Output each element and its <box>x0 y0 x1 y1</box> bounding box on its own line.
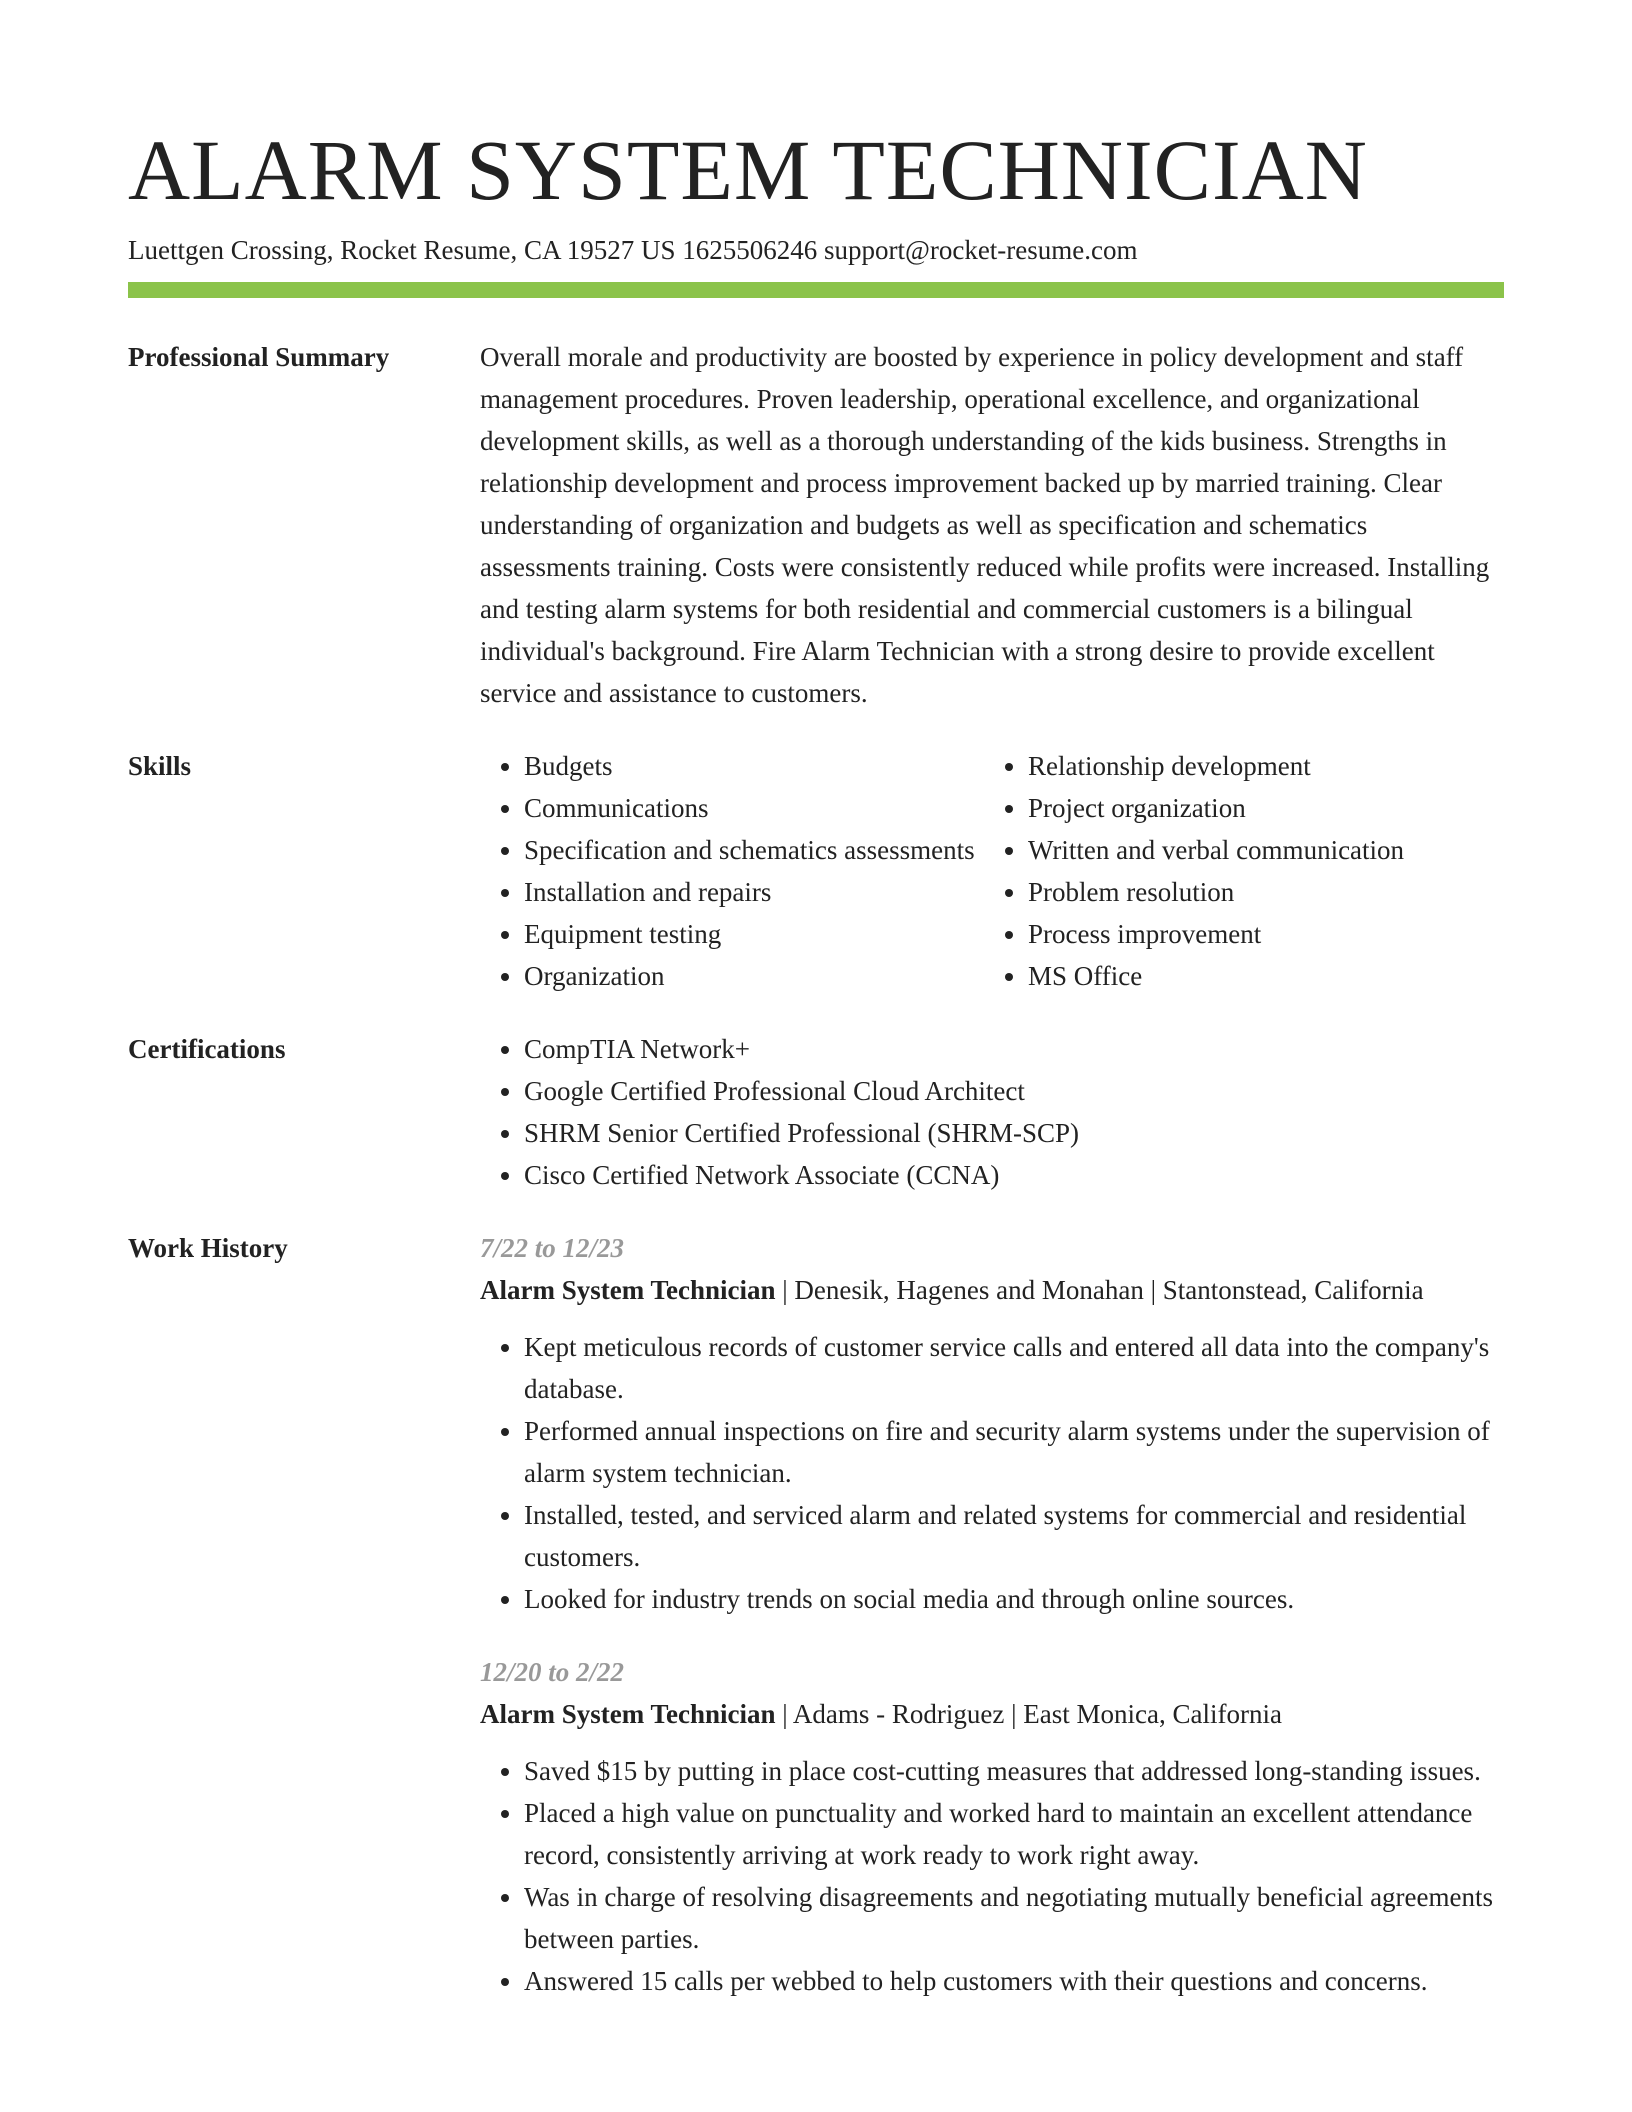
job-dates: 7/22 to 12/23 <box>480 1233 625 1263</box>
candidate-name: ALARM SYSTEM TECHNICIAN <box>128 122 1368 218</box>
header-divider <box>128 282 1504 298</box>
skill-item: • Project organization <box>1028 787 1488 829</box>
skills-list-left <box>480 745 984 997</box>
certifications-section <box>128 1028 1504 1196</box>
certification-item: • CompTIA Network+ <box>524 1028 1504 1070</box>
job-details: | Adams - Rodriguez | East Monica, California <box>775 1699 1282 1729</box>
contact-line: Luettgen Crossing, Rocket Resume, CA 19527 US 1625506246 support@rocket-resume.com <box>128 235 1138 265</box>
skill-item: • Equipment testing <box>524 913 984 955</box>
skill-item: • Specification and schematics assessments <box>524 829 984 871</box>
job-entry <box>480 1651 1504 2002</box>
certification-item: • Google Certified Professional Cloud Architect <box>524 1070 1504 1112</box>
summary-text: Overall morale and productivity are boosted by experience in policy development and staff management procedures. Proven leadership, operational excellence, and organizational development skills, as well as a thorough understanding of the kids business. Strengths in relationship development and process improvement backed up by married training. Clear understanding of organization and budgets as well as specification and schematics assessments training. Costs were consistently reduced while profits were increased. Installing and testing alarm systems for both residential and commercial customers is a bilingual individual's background. Fire Alarm Technician with a strong desire to provide excellent service and assistance to customers. <box>480 342 1490 708</box>
job-bullet: • Looked for industry trends on social media and through online sources. <box>524 1578 1504 1620</box>
skill-item: • Written and verbal communication <box>1028 829 1488 871</box>
work-history-content <box>480 1227 1504 2002</box>
work-history-section <box>128 1227 1504 2002</box>
job-bullet: • Installed, tested, and serviced alarm and related systems for commercial and residential customers. <box>524 1494 1504 1578</box>
certifications-content <box>480 1028 1504 1196</box>
summary-section <box>128 336 1504 714</box>
job-bullet: • Performed annual inspections on fire and security alarm systems under the supervision of alarm system technician. <box>524 1410 1504 1494</box>
skill-item: • Installation and repairs <box>524 871 984 913</box>
certifications-list <box>480 1028 1504 1196</box>
skills-column-left <box>480 745 984 997</box>
job-details: | Denesik, Hagenes and Monahan | Stantonstead, California <box>775 1275 1424 1305</box>
job-bullet: • Was in charge of resolving disagreements and negotiating mutually beneficial agreements between parties. <box>524 1876 1504 1960</box>
skill-item: • Budgets <box>524 745 984 787</box>
summary-label: Professional Summary <box>128 342 390 372</box>
skill-item: • Problem resolution <box>1028 871 1488 913</box>
job-bullet: • Kept meticulous records of customer service calls and entered all data into the company's database. <box>524 1326 1504 1410</box>
skill-item: • Organization <box>524 955 984 997</box>
job-heading <box>480 1693 1504 1735</box>
skill-item: • Relationship development <box>1028 745 1488 787</box>
certifications-label: Certifications <box>128 1034 286 1064</box>
skills-column-right <box>984 745 1488 997</box>
job-bullet: • Answered 15 calls per webbed to help customers with their questions and concerns. <box>524 1960 1504 2002</box>
skills-section <box>128 745 1504 997</box>
job-bullets <box>480 1750 1504 2002</box>
job-heading <box>480 1269 1504 1311</box>
job-title: Alarm System Technician <box>480 1275 776 1305</box>
job-bullet: • Placed a high value on punctuality and worked hard to maintain an excellent attendance record, consistently arriving at work ready to work right away. <box>524 1792 1504 1876</box>
job-dates: 12/20 to 2/22 <box>480 1657 625 1687</box>
resume-page <box>128 120 1504 2002</box>
skill-item: • MS Office <box>1028 955 1488 997</box>
certification-item: • Cisco Certified Network Associate (CCNA) <box>524 1154 1504 1196</box>
job-bullet: • Saved $15 by putting in place cost-cutting measures that addressed long-standing issues. <box>524 1750 1504 1792</box>
certification-item: • SHRM Senior Certified Professional (SHRM-SCP) <box>524 1112 1504 1154</box>
skills-columns <box>480 745 1504 997</box>
job-bullets <box>480 1326 1504 1620</box>
work-history-label: Work History <box>128 1233 288 1263</box>
skill-item: • Process improvement <box>1028 913 1488 955</box>
job-title: Alarm System Technician <box>480 1699 776 1729</box>
job-entry <box>480 1227 1504 1620</box>
skills-label: Skills <box>128 751 192 781</box>
skills-list-right <box>984 745 1488 997</box>
skill-item: • Communications <box>524 787 984 829</box>
